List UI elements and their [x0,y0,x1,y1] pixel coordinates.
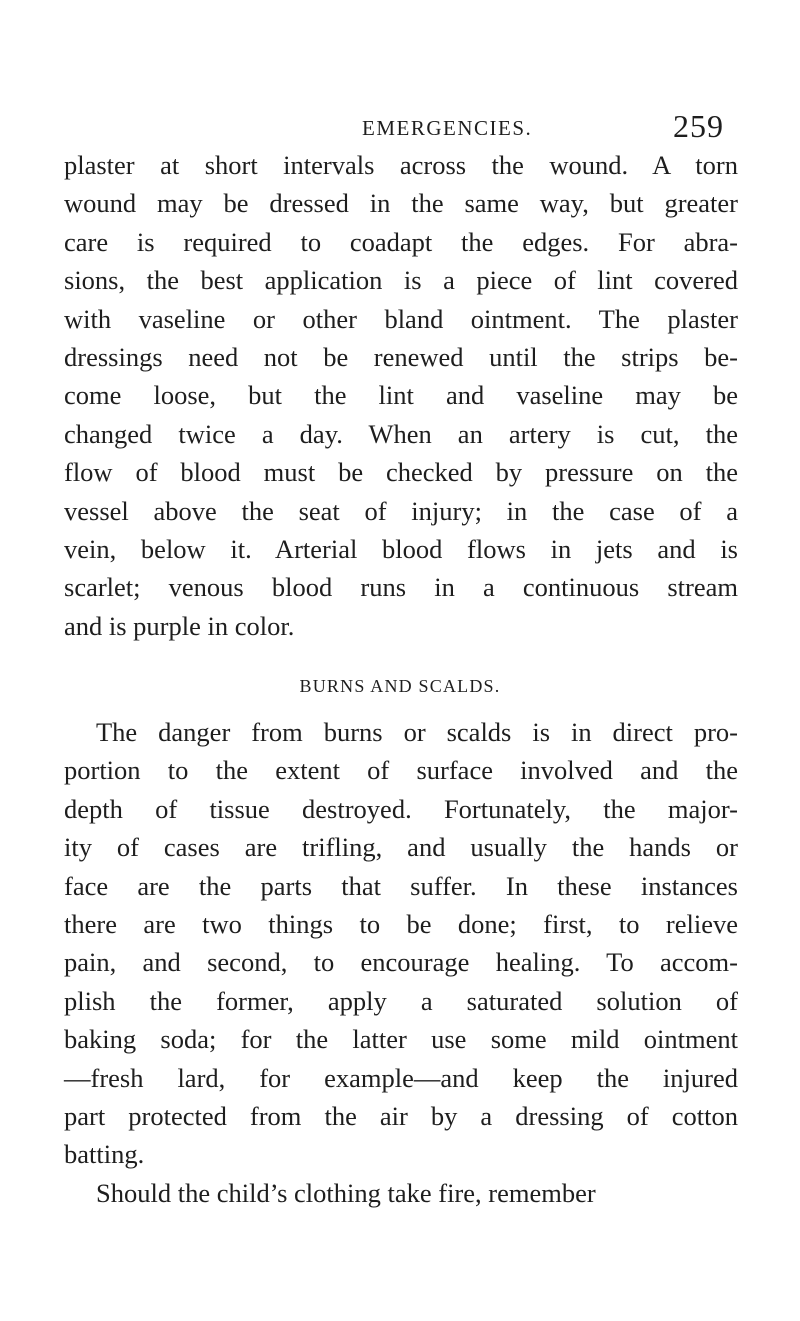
paragraph-wound-dressing [64,146,738,645]
text-line: sions, the best application is a piece of lint covered [64,265,738,296]
text-line: depth of tissue destroyed. Fortunately, the major- [64,793,738,824]
text-line: dressings need not be renewed until the strips be- [64,341,738,372]
text-line: and is purple in color. [64,610,295,641]
text-line: part protected from the air by a dressing of cotton [64,1100,738,1131]
text-line: ity of cases are trifling, and usually the hands or [64,832,738,863]
text-line: pain, and second, to encourage healing. To accom- [64,947,738,978]
paragraph-burns-and-scalds [64,713,738,1212]
text-line: wound may be dressed in the same way, but greater [64,188,738,219]
text-line: plish the former, apply a saturated solution of [64,985,738,1016]
text-line: care is required to coadapt the edges. For abra- [64,226,738,257]
text-line: —fresh lard, for example—and keep the injured [64,1062,738,1093]
page-number: 259 [673,108,724,144]
text-line: with vaseline or other bland ointment. The plaster [64,303,738,334]
running-title: EMERGENCIES. [362,116,533,140]
section-heading: BURNS AND SCALDS. [299,676,501,696]
text-line: baking soda; for the latter use some mild ointment [64,1024,738,1055]
text-line: Should the child’s clothing take fire, remember [96,1177,596,1208]
text-line: batting. [64,1139,145,1170]
text-line: vein, below it. Arterial blood flows in jets and is [64,533,738,564]
text-line: come loose, but the lint and vaseline may be [64,380,738,411]
text-line: flow of blood must be checked by pressure on the [64,457,738,488]
text-line: plaster at short intervals across the wound. A torn [64,150,738,180]
text-line: portion to the extent of surface involved and the [64,755,738,786]
text-line: there are two things to be done; first, to relieve [64,908,738,939]
text-line: scarlet; venous blood runs in a continuous stream [64,572,738,603]
text-line: face are the parts that suffer. In these instances [64,870,738,901]
text-line: changed twice a day. When an artery is cut, the [64,418,738,449]
text-line: The danger from burns or scalds is in direct pro- [96,717,738,747]
text-line: vessel above the seat of injury; in the case of a [64,495,738,526]
